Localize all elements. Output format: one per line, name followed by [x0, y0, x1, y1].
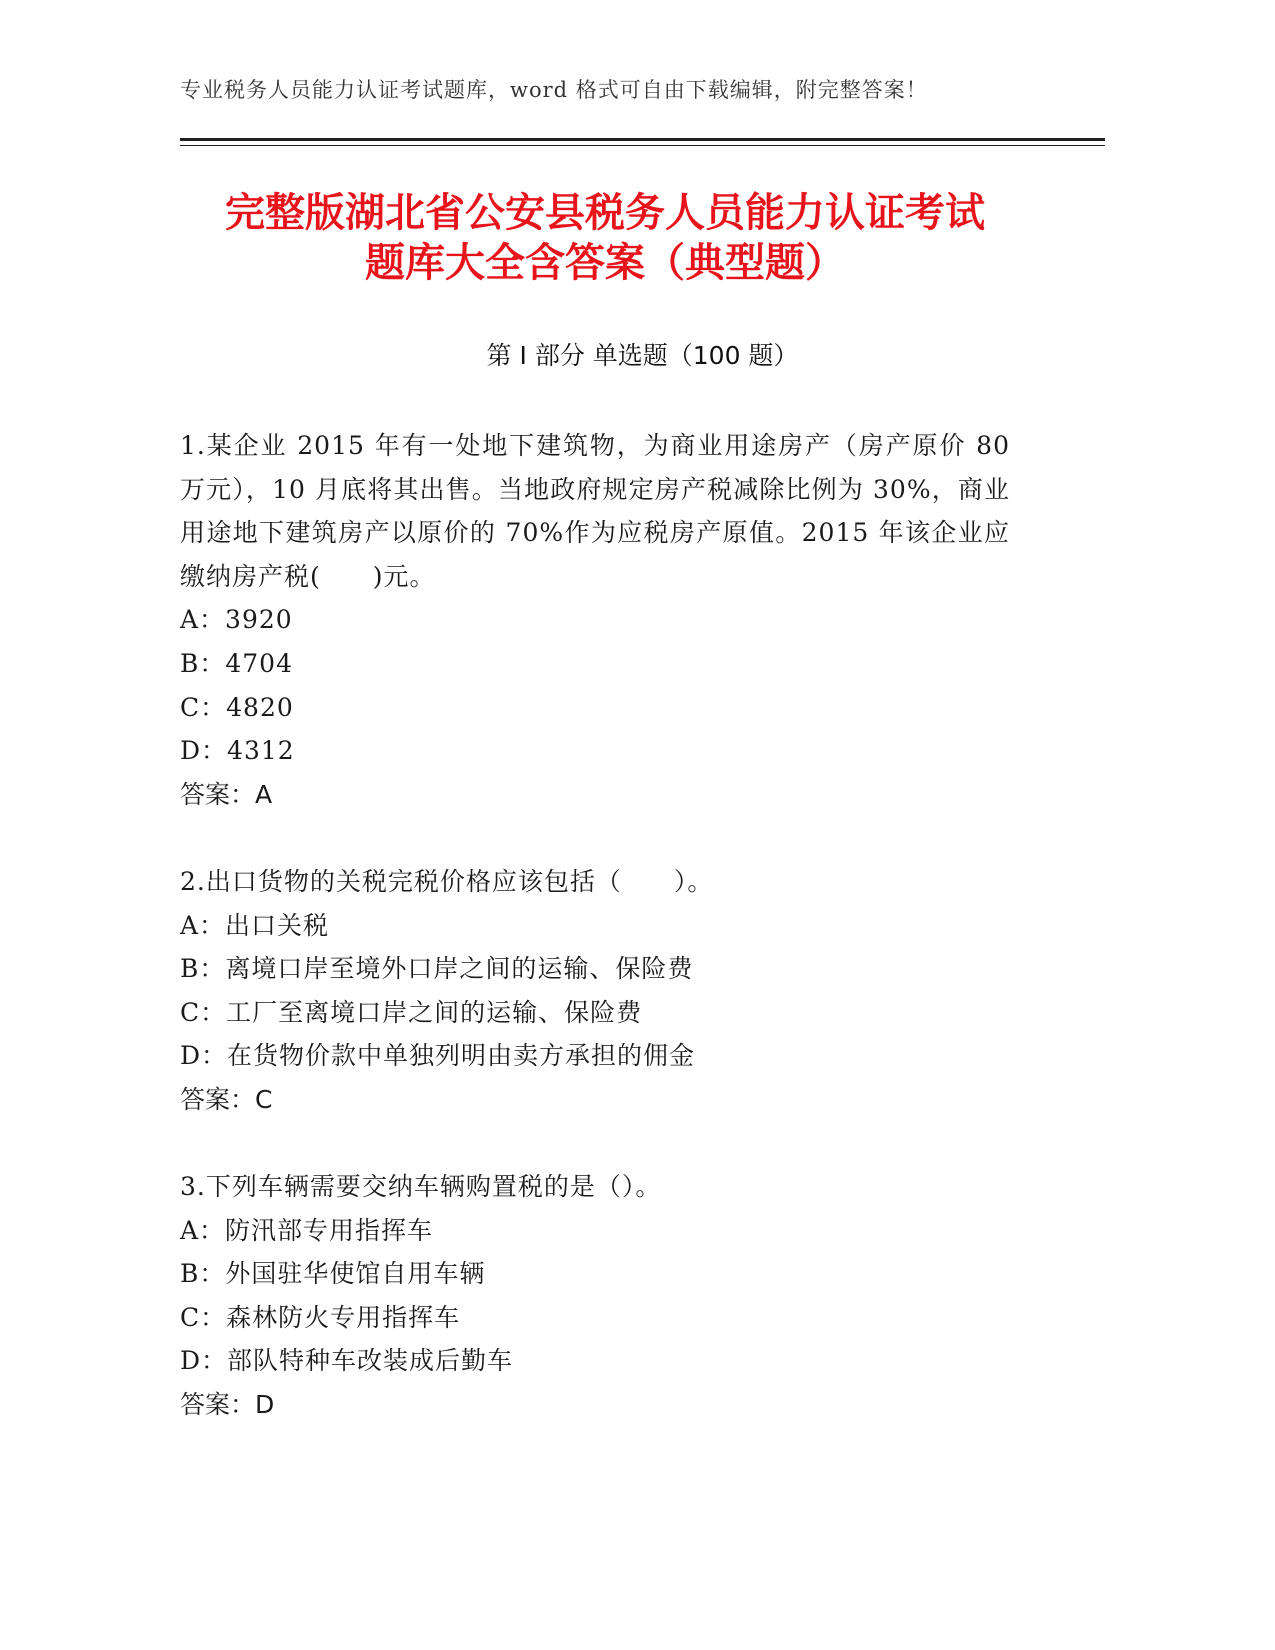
question-1: [180, 424, 1010, 816]
title-line-2: 题库大全含答案（典型题）: [365, 240, 845, 286]
option-c: C：森林防火专用指挥车: [180, 1302, 461, 1332]
header-rule-thick: [180, 138, 1105, 141]
document-title: [130, 188, 1080, 288]
header-note: 专业税务人员能力认证考试题库，word 格式可自由下载编辑，附完整答案！: [180, 78, 928, 102]
option-d: D：4312: [180, 736, 295, 766]
option-a: A：3920: [180, 605, 293, 635]
section-title: 第 I 部分 单选题（100 题）: [486, 341, 799, 370]
option-a: A：防汛部专用指挥车: [180, 1215, 434, 1245]
option-b: B：外国驻华使馆自用车辆: [180, 1259, 486, 1289]
question-stem: 2.出口货物的关税完税价格应该包括（ ）。: [180, 866, 714, 896]
question-stem: 3.下列车辆需要交纳车辆购置税的是（）。: [180, 1172, 662, 1202]
option-b: B：离境口岸至境外口岸之间的运输、保险费: [180, 954, 694, 984]
option-c: C：4820: [180, 692, 294, 722]
answer: 答案：A: [180, 779, 273, 809]
question-2: [180, 860, 1010, 1122]
question-3: [180, 1165, 1010, 1427]
option-d: D：在货物价款中单独列明由卖方承担的佣金: [180, 1041, 696, 1071]
title-line-1: 完整版湖北省公安县税务人员能力认证考试: [225, 190, 985, 236]
option-b: B：4704: [180, 648, 293, 678]
header-rule-thin: [180, 145, 1105, 146]
option-a: A：出口关税: [180, 910, 330, 940]
question-stem: 1.某企业 2015 年有一处地下建筑物，为商业用途房产（房产原价 80 万元），10 月底将其出售。当地政府规定房产税减除比例为 30%，商业用途地下建筑房产以原价的 70%作为应税房产原值。2015 年该企业应缴纳房产税( )元。: [180, 431, 1010, 591]
option-c: C：工厂至离境口岸之间的运输、保险费: [180, 997, 643, 1027]
answer: 答案：D: [180, 1390, 275, 1420]
option-d: D：部队特种车改装成后勤车: [180, 1346, 514, 1376]
question-list: [180, 424, 1010, 1470]
answer: 答案：C: [180, 1084, 273, 1114]
